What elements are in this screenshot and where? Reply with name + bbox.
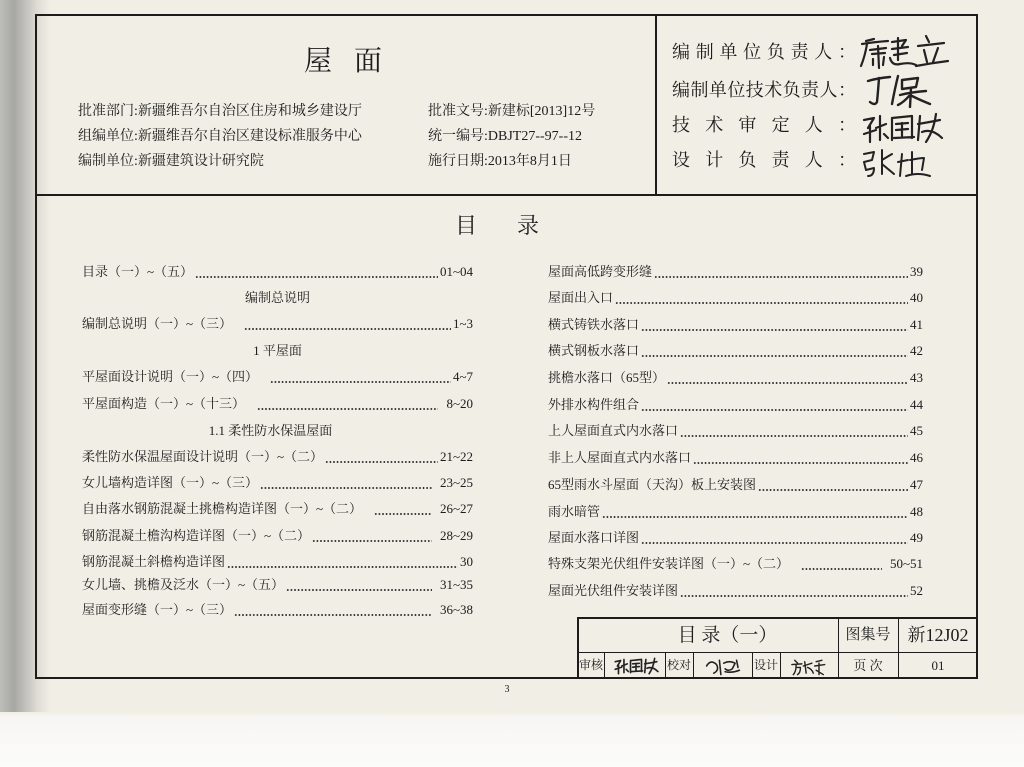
toc-entry-title: 雨水暗管: [548, 504, 601, 519]
responsibility-label-design-lead: 设计负责人：: [672, 150, 856, 170]
review-label: 审核: [578, 658, 603, 672]
toc-entry-pages: 40: [910, 290, 923, 305]
sheet-title: 目 录（一）: [677, 625, 778, 646]
dot-leader: [374, 500, 432, 518]
toc-entry: [548, 263, 923, 281]
toc-entry-title: 女儿墙构造详图（一）~（三）: [82, 475, 259, 490]
toc-entry-title: 柔性防水保温屋面设计说明（一）~（二）: [82, 449, 324, 464]
toc-entry: [82, 368, 473, 386]
approval-dept: 批准部门:新疆维吾尔自治区住房和城乡建设厅: [78, 104, 362, 119]
toc-entry-title: 特殊支架光伏组件安装详图（一）~（二）: [548, 556, 790, 571]
toc-entry: [82, 474, 473, 492]
toc-entry-title: 屋面出入口: [548, 290, 614, 305]
toc-entry-pages: 52: [910, 583, 923, 598]
toc-entry-pages: 30: [460, 554, 473, 569]
dot-leader: [195, 263, 438, 281]
toc-section-heading: 编制总说明: [244, 290, 310, 305]
signature-reviewer: [613, 656, 659, 675]
toc-entry-pages: 45: [910, 423, 923, 438]
toc-entry-pages: 46: [910, 450, 923, 465]
toc-entry-pages: 8~20: [446, 396, 473, 411]
toc-entry: [82, 576, 473, 594]
dot-leader: [758, 476, 908, 494]
toc-entry: [82, 500, 473, 518]
toc-entry-pages: 36~38: [439, 602, 473, 617]
toc-entry-pages: 39: [910, 264, 923, 279]
toc-entry: [548, 422, 923, 440]
toc-entry-pages: 23~25: [439, 475, 473, 490]
check-label: 校对: [666, 658, 691, 672]
signature-designer: [785, 656, 833, 676]
dot-leader: [260, 474, 432, 492]
toc-entry-pages: 44: [910, 397, 923, 412]
page-label: 页 次: [853, 658, 883, 673]
contents-left-column: [82, 0, 473, 767]
contents-title: 目录: [454, 213, 579, 238]
toc-entry-pages: 28~29: [439, 528, 473, 543]
dot-leader: [234, 601, 432, 619]
dot-leader: [615, 289, 908, 307]
atlas-number-label: 图集号: [845, 627, 891, 643]
toc-entry-title: 挑檐水落口（65型）: [548, 370, 666, 385]
dot-leader: [244, 315, 451, 333]
unified-number: 统一编号:DBJT27--97--12: [428, 129, 582, 144]
dot-leader: [680, 582, 908, 600]
toc-entry-title: 钢筋混凝土斜檐构造详图: [82, 554, 226, 569]
dot-leader: [641, 529, 908, 547]
toc-entry-title: 编制总说明（一）~（三）: [82, 316, 233, 331]
dot-leader: [641, 316, 908, 334]
toc-subsection-heading: 1.1 柔性防水保温屋面: [208, 423, 333, 438]
toc-entry-pages: 21~22: [439, 449, 473, 464]
toc-entry: [82, 395, 473, 413]
toc-entry: [548, 289, 923, 307]
toc-entry-title: 女儿墙、挑檐及泛水（一）~（五）: [82, 577, 285, 592]
toc-entry-pages: 48: [910, 504, 923, 519]
toc-entry-pages: 43: [910, 370, 923, 385]
toc-entry: [82, 448, 473, 466]
responsibility-label-technical-head: 编制单位技术负责人：: [672, 80, 856, 100]
toc-entry-pages: 26~27: [439, 501, 473, 516]
dot-leader: [227, 553, 458, 571]
title-block-col-rule: [604, 652, 605, 679]
toc-entry-pages: 50~51: [889, 556, 923, 571]
toc-entry-title: 平屋面构造（一）~（十三）: [82, 396, 246, 411]
toc-entry: [82, 553, 473, 571]
toc-entry: [548, 449, 923, 467]
toc-entry: [548, 582, 923, 600]
responsibility-label-technical-reviewer: 技术审定人：: [672, 115, 856, 135]
dot-leader: [654, 263, 908, 281]
toc-entry-title: 平屋面设计说明（一）~（四）: [82, 369, 259, 384]
dot-leader: [641, 342, 908, 360]
toc-entry: [82, 601, 473, 619]
toc-entry-pages: 1~3: [452, 316, 473, 331]
dot-leader: [801, 555, 882, 573]
dot-leader: [693, 449, 908, 467]
dot-leader: [312, 527, 432, 545]
title-block-col-rule: [780, 652, 781, 679]
toc-entry-title: 屋面水落口详图: [548, 530, 640, 545]
toc-entry: [548, 316, 923, 334]
responsibility-label-unit-head: 编制单位负责人：: [672, 42, 856, 62]
toc-entry-title: 非上人屋面直式内水落口: [548, 450, 692, 465]
design-label: 设计: [753, 658, 778, 672]
toc-entry-title: 横式钢板水落口: [548, 343, 640, 358]
title-block: [577, 617, 978, 679]
toc-entry-pages: 42: [910, 343, 923, 358]
toc-entry-title: 横式铸铁水落口: [548, 317, 640, 332]
signature-checker: [699, 656, 747, 676]
toc-entry-title: 外排水构件组合: [548, 397, 640, 412]
toc-entry: [548, 369, 923, 387]
toc-entry-title: 屋面高低跨变形缝: [548, 264, 653, 279]
approval-number: 批准文号:新建标[2013]12号: [428, 104, 596, 119]
effective-date: 施行日期:2013年8月1日: [428, 154, 572, 169]
compiler: 编制单位:新疆建筑设计研究院: [78, 154, 264, 169]
toc-entry: [548, 396, 923, 414]
dot-leader: [667, 369, 908, 387]
toc-entry: [548, 529, 923, 547]
toc-entry: [548, 476, 923, 494]
dot-leader: [641, 396, 908, 414]
toc-entry-title: 上人屋面直式内水落口: [548, 423, 679, 438]
toc-entry-pages: 41: [910, 317, 923, 332]
toc-entry-title: 屋面变形缝（一）~（三）: [82, 602, 233, 617]
organizer: 组编单位:新疆维吾尔自治区建设标准服务中心: [78, 129, 362, 144]
title-block-col-rule: [693, 652, 694, 679]
toc-entry-pages: 47: [910, 477, 923, 492]
toc-entry: [548, 555, 923, 573]
toc-entry-title: 钢筋混凝土檐沟构造详图（一）~（二）: [82, 528, 311, 543]
dot-leader: [602, 503, 908, 521]
dot-leader: [270, 368, 451, 386]
footer-page-number: 3: [504, 684, 510, 695]
page-number-cell: 01: [931, 658, 945, 673]
toc-entry-title: 屋面光伏组件安装详图: [548, 583, 679, 598]
toc-entry-pages: 49: [910, 530, 923, 545]
toc-entry-title: 65型雨水斗屋面（天沟）板上安装图: [548, 477, 757, 492]
toc-entry: [82, 263, 473, 281]
toc-entry-title: 目录（一）~（五）: [82, 264, 194, 279]
toc-entry-title: 自由落水钢筋混凝土挑檐构造详图（一）~（二）: [82, 501, 363, 516]
toc-entry-pages: 4~7: [452, 369, 473, 384]
toc-entry-pages: 31~35: [439, 577, 473, 592]
toc-entry: [82, 315, 473, 333]
atlas-number: 新12J02: [907, 625, 969, 645]
toc-entry: [82, 527, 473, 545]
toc-entry: [548, 503, 923, 521]
dot-leader: [680, 422, 908, 440]
dot-leader: [257, 395, 438, 413]
toc-section-heading: 1 平屋面: [253, 343, 302, 358]
dot-leader: [286, 576, 432, 594]
toc-entry: [548, 342, 923, 360]
toc-entry-pages: 01~04: [439, 264, 473, 279]
dot-leader: [325, 448, 438, 466]
document-title: 屋面: [303, 46, 404, 77]
